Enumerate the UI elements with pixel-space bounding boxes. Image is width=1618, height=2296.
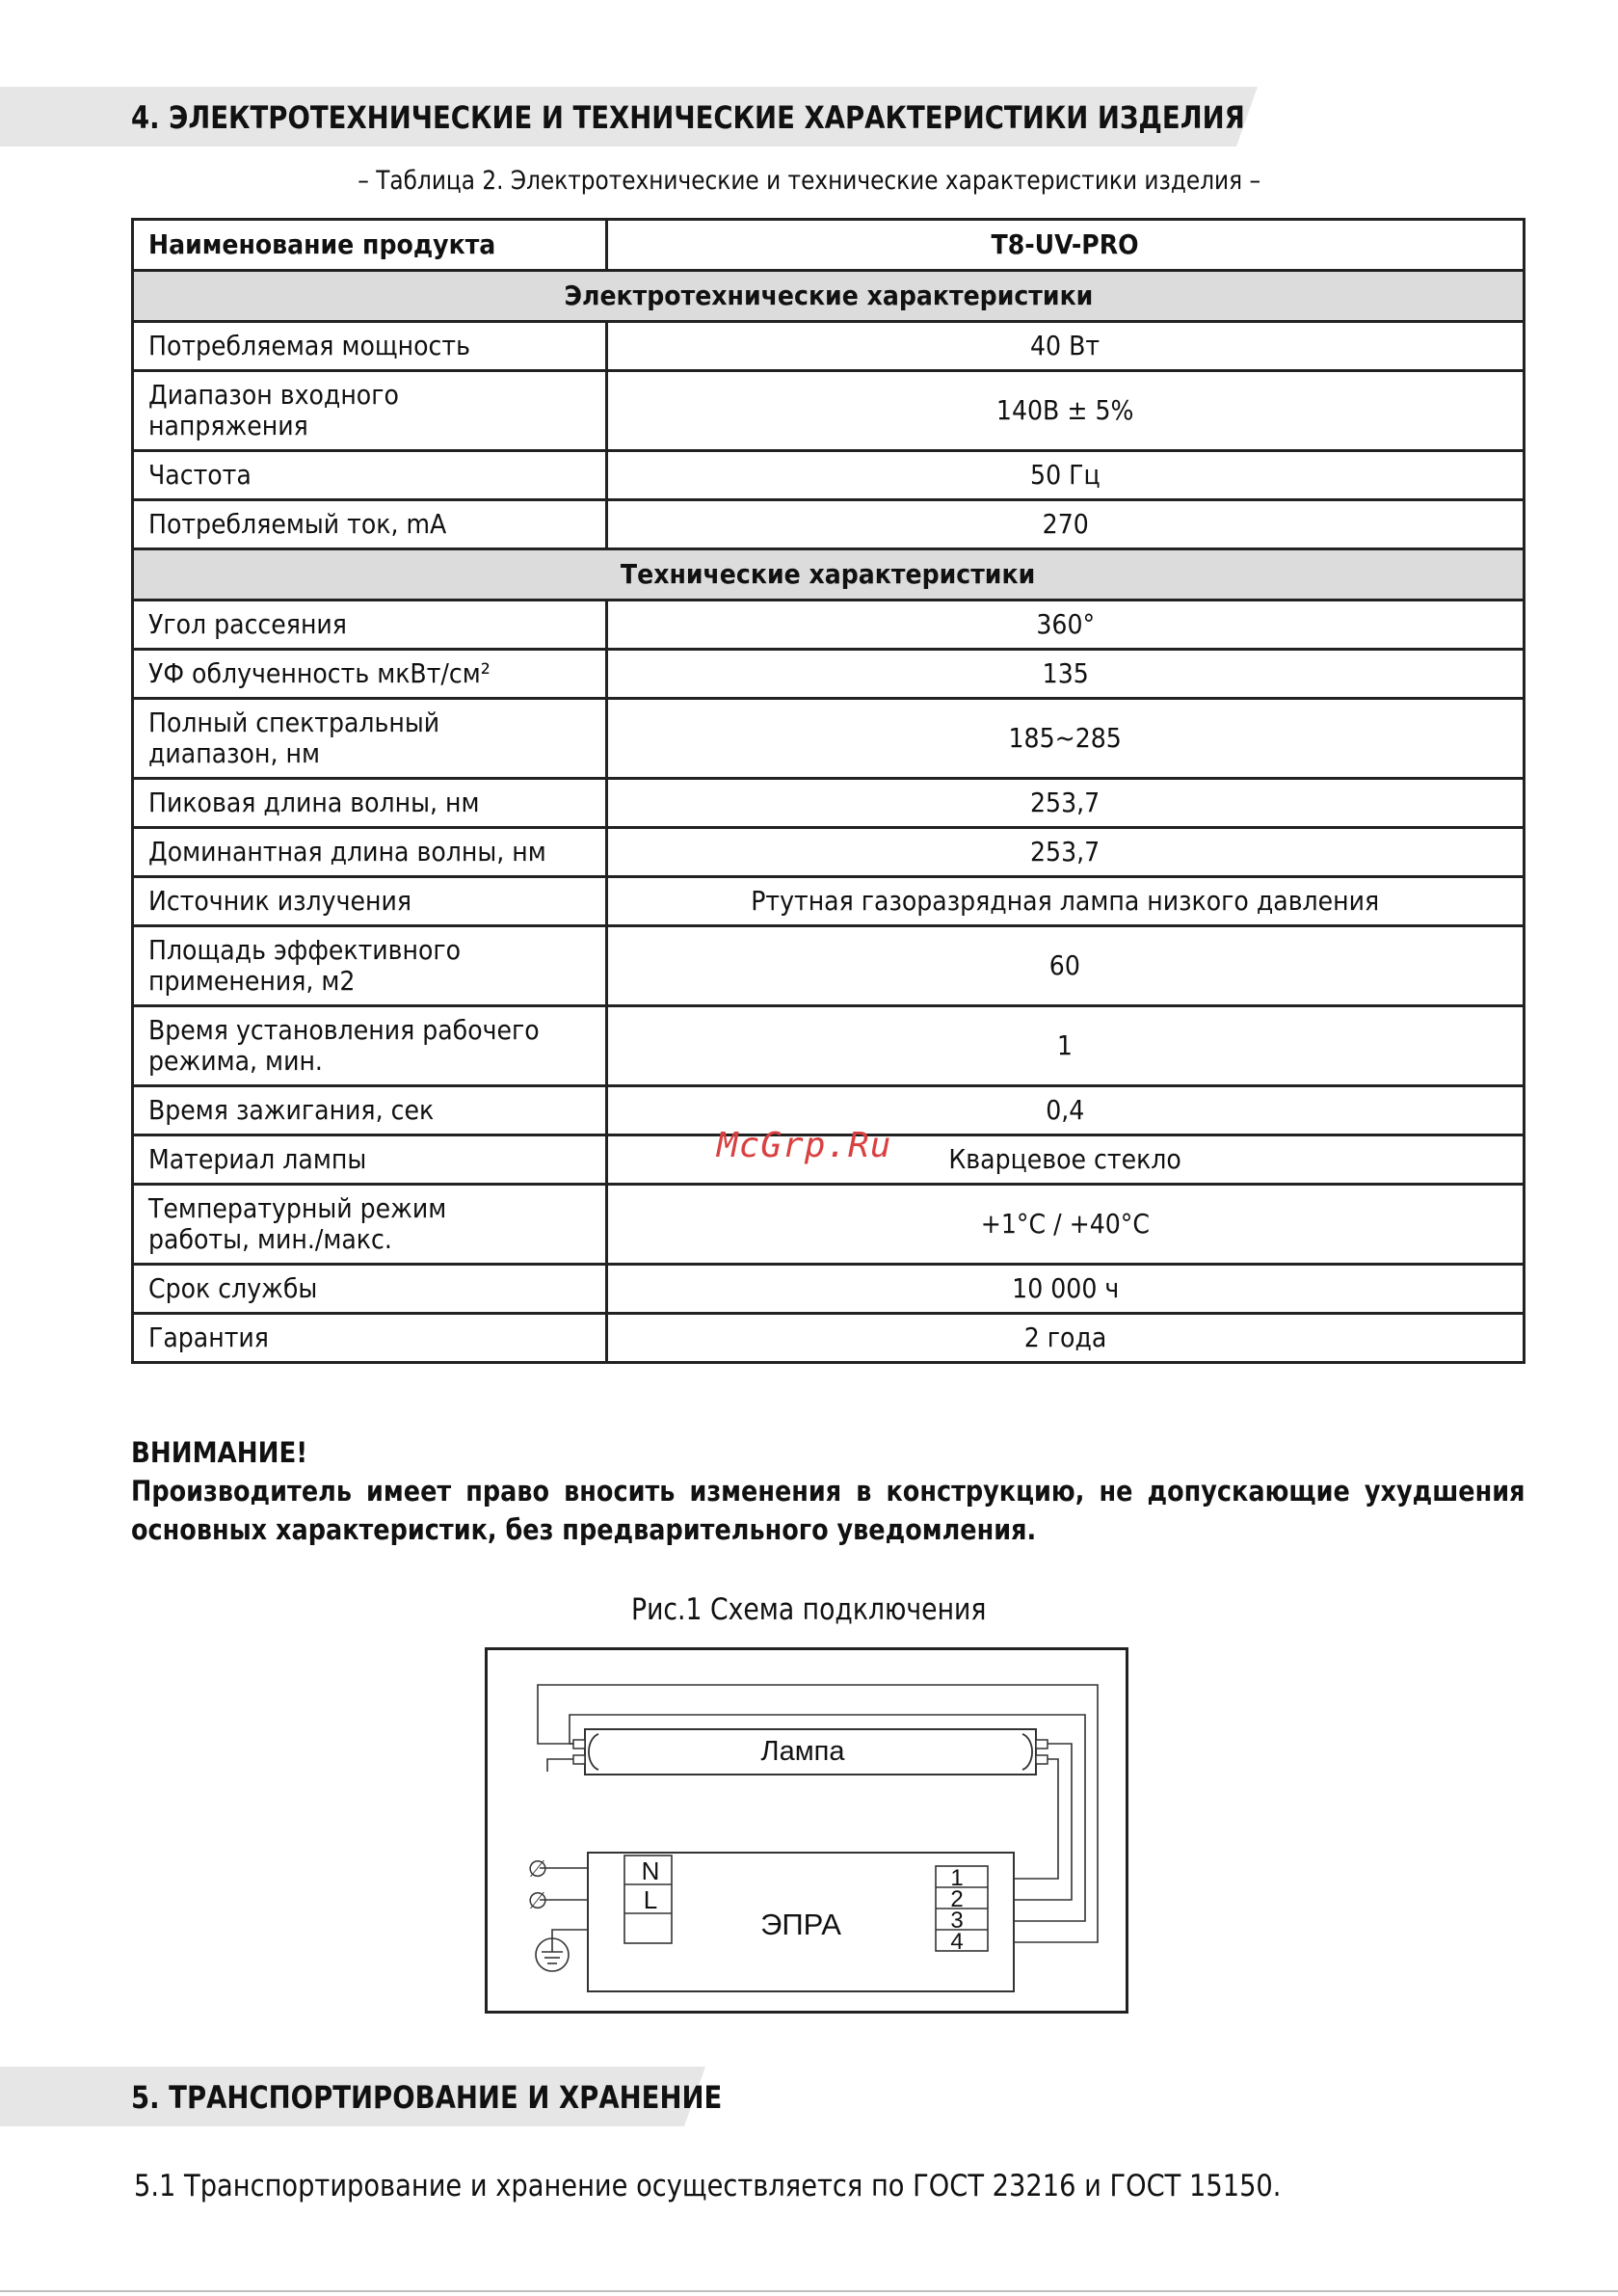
table-row: Пиковая длина волны, нм 253,7 — [133, 779, 1525, 828]
terminal-1: 1 — [950, 1865, 964, 1891]
group-row-tech: Технические характеристики — [133, 549, 1525, 601]
section-5-title: 5. ТРАНСПОРТИРОВАНИЕ И ХРАНЕНИЕ — [131, 2079, 723, 2116]
figure-caption: Рис.1 Схема подключения — [631, 1592, 987, 1627]
bottom-rule — [0, 2290, 1618, 2292]
table-row: УФ облученность мкВт/см² 135 — [133, 650, 1525, 699]
header-label-cell: Наименование продукта — [133, 220, 607, 271]
table-row: Источник излучения Ртутная газоразрядная лампа низкого давления — [133, 877, 1525, 926]
lamp-label: Лампа — [760, 1736, 845, 1767]
table-row: Угол рассеяния 360° — [133, 601, 1525, 650]
watermark: McGrp.Ru — [717, 1126, 892, 1165]
warning-title: ВНИМАНИЕ! — [131, 1436, 308, 1469]
table-header-row — [133, 220, 1525, 271]
warning-text: Производитель имеет право вносить изменения в конструкцию, не допускающие ухудшения основных характеристик, без предварительного уведомления. — [131, 1475, 1525, 1546]
phase-symbol-icon: ∅ — [527, 1887, 548, 1914]
lamp — [573, 1729, 1048, 1775]
table-caption: – Таблица 2. Электротехнические и технические характеристики изделия – — [358, 166, 1260, 196]
phase-symbol-icon: ∅ — [527, 1855, 548, 1882]
spec-table — [131, 218, 1525, 1364]
table-row: Срок службы 10 000 ч — [133, 1265, 1525, 1314]
table-row: Гарантия 2 года — [133, 1314, 1525, 1363]
section-4-title: 4. ЭЛЕКТРОТЕХНИЧЕСКИЕ И ТЕХНИЧЕСКИЕ ХАРАКТЕРИСТИКИ ИЗДЕЛИЯ — [131, 99, 1245, 136]
table-row: Доминантная длина волны, нм 253,7 — [133, 828, 1525, 877]
terminal-3: 3 — [950, 1908, 964, 1934]
ballast-label: ЭПРА — [760, 1908, 841, 1941]
table-row: Время установления рабочего режима, мин. 1 — [133, 1006, 1525, 1086]
table-row: Материал лампы Кварцевое стекло — [133, 1135, 1525, 1185]
table-row: Частота 50 Гц — [133, 451, 1525, 500]
terminal-n: N — [641, 1856, 660, 1885]
table-row: Температурный режим работы, мин./макс. +1°С / +40°С — [133, 1185, 1525, 1265]
table-row: Диапазон входного напряжения 140В ± 5% — [133, 371, 1525, 451]
table-row: Полный спектральный диапазон, нм 185~285 — [133, 699, 1525, 779]
wiring-diagram — [485, 1647, 1128, 2014]
terminal-4: 4 — [950, 1929, 964, 1955]
terminal-l: L — [643, 1885, 658, 1914]
header-value-cell: T8-UV-PRO — [606, 220, 1524, 271]
paragraph-5-1: 5.1 Транспортирование и хранение осуществляется по ГОСТ 23216 и ГОСТ 15150. — [134, 2169, 1282, 2203]
terminal-2: 2 — [950, 1886, 964, 1912]
group-row-electro: Электротехнические характеристики — [133, 271, 1525, 322]
input-terminal-block — [624, 1855, 672, 1943]
ground-icon — [536, 1938, 569, 1971]
table-row: Потребляемый ток, mA 270 — [133, 500, 1525, 549]
table-row: Площадь эффективного применения, м2 60 — [133, 926, 1525, 1006]
output-terminal-block — [936, 1865, 988, 1955]
table-row: Время зажигания, сек 0,4 — [133, 1086, 1525, 1135]
table-row: Потребляемая мощность 40 Вт — [133, 322, 1525, 371]
